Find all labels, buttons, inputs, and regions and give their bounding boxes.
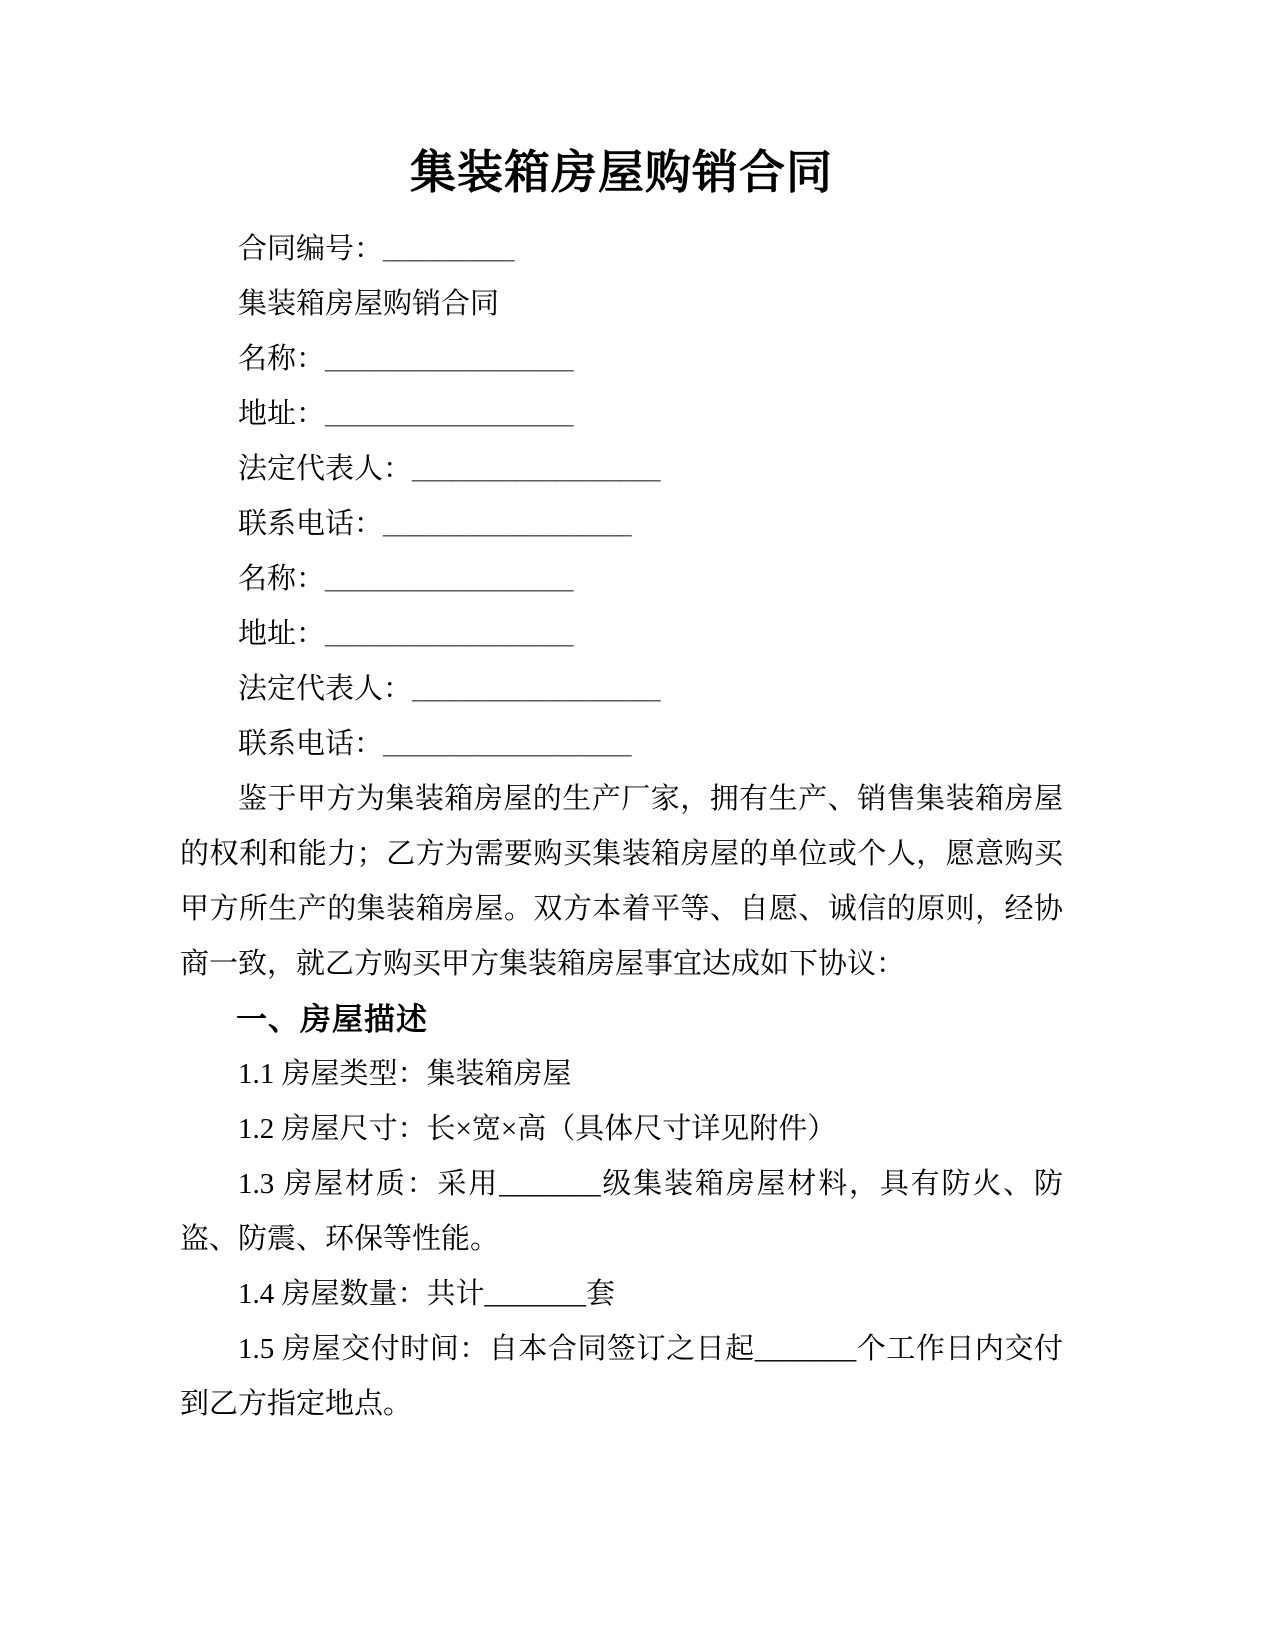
page-title: 集装箱房屋购销合同 — [410, 147, 833, 198]
field-blank-line: ___________________ — [325, 398, 573, 430]
section1-items — [180, 1047, 1063, 1432]
contract-clause: 1.3 房屋材质：采用_______级集装箱房屋材料，具有防火、防盗、防震、环保等性能。 — [180, 1168, 1063, 1255]
contract-field-line — [180, 607, 1063, 662]
contract-clause: 1.5 房屋交付时间：自本合同签订之日起_______个工作日内交付到乙方指定地点。 — [180, 1333, 1063, 1420]
field-label: 地址： — [238, 398, 326, 430]
contract-field-line — [180, 387, 1063, 442]
field-label: 地址： — [238, 618, 326, 650]
field-label: 名称： — [238, 563, 326, 595]
field-blank-line: ___________________ — [412, 673, 660, 705]
field-label: 法定代表人： — [238, 673, 413, 705]
field-label: 集装箱房屋购销合同 — [238, 288, 500, 320]
contract-field-line — [180, 277, 1063, 332]
contract-field-line — [180, 662, 1063, 717]
field-blank-line: ___________________ — [325, 563, 573, 595]
field-blank-line: ___________________ — [383, 728, 631, 760]
field-label: 法定代表人： — [238, 453, 413, 485]
contract-fields — [180, 222, 1063, 772]
field-label: 合同编号： — [238, 233, 384, 265]
contract-field-line — [180, 442, 1063, 497]
field-label: 名称： — [238, 343, 326, 375]
field-label: 联系电话： — [238, 728, 384, 760]
preamble-paragraph: 鉴于甲方为集装箱房屋的生产厂家，拥有生产、销售集装箱房屋的权利和能力；乙方为需要购买集装箱房屋的单位或个人，愿意购买甲方所生产的集装箱房屋。双方本着平等、自愿、诚信的原则，经协商一致，就乙方购买甲方集装箱房屋事宜达成如下协议： — [180, 783, 1063, 980]
field-blank-line: ___________________ — [383, 508, 631, 540]
contract-field-line — [180, 332, 1063, 387]
contract-field-line — [180, 717, 1063, 772]
contract-field-line — [180, 497, 1063, 552]
contract-clause: 1.1 房屋类型：集装箱房屋 — [238, 1058, 572, 1090]
contract-field-line — [180, 222, 1063, 277]
field-blank-line: ___________________ — [412, 453, 660, 485]
field-blank-line: ___________________ — [325, 343, 573, 375]
contract-clause: 1.4 房屋数量：共计_______套 — [238, 1278, 616, 1310]
contract-clause: 1.2 房屋尺寸：长×宽×高（具体尺寸详见附件） — [238, 1113, 837, 1145]
section-heading-house-description: 一、房屋描述 — [236, 1002, 428, 1037]
field-label: 联系电话： — [238, 508, 384, 540]
contract-field-line — [180, 552, 1063, 607]
field-blank-line: __________ — [383, 233, 514, 265]
field-blank-line: ___________________ — [325, 618, 573, 650]
